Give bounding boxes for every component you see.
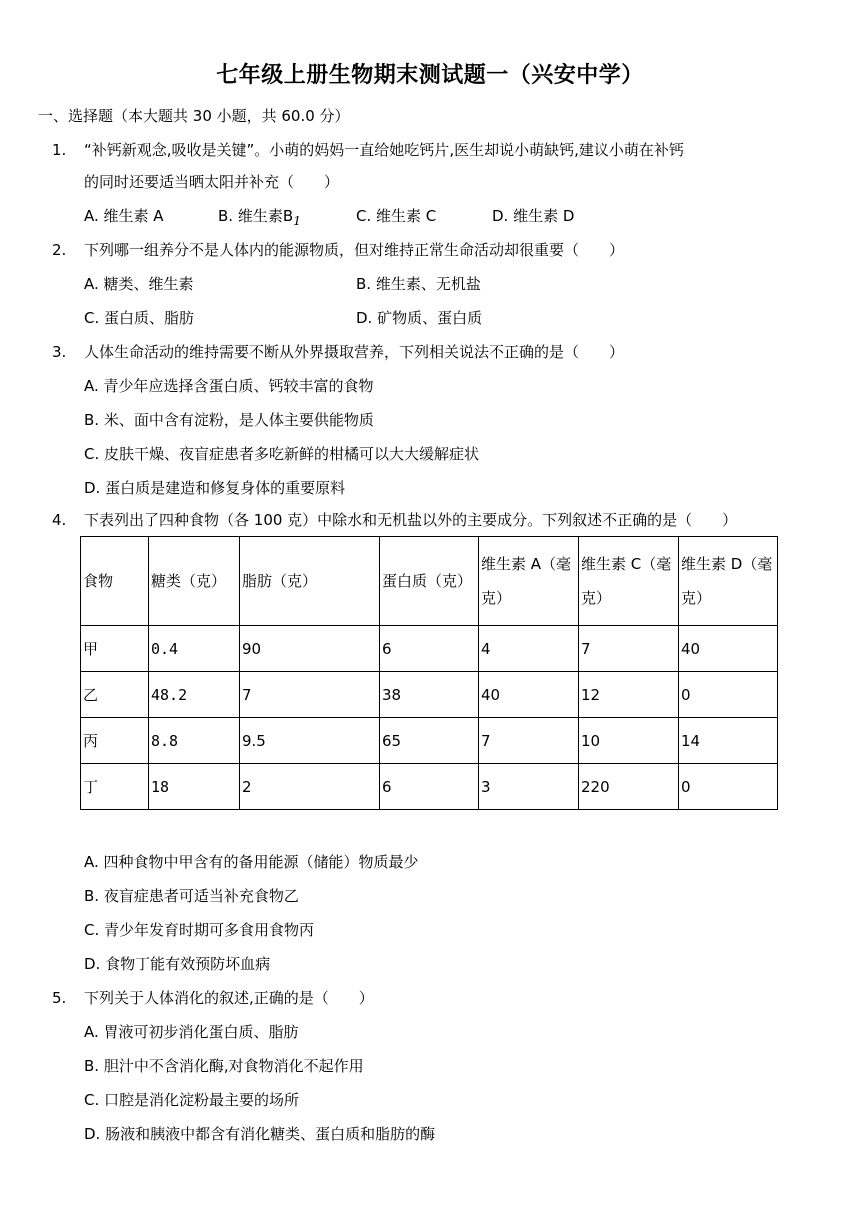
option-c: C. 蛋白质、脂肪 bbox=[84, 309, 195, 327]
option-d: D. 矿物质、蛋白质 bbox=[356, 309, 483, 327]
table-cell: 丙 bbox=[81, 718, 149, 764]
option-c: C. 维生素 C bbox=[356, 207, 437, 225]
table-cell: 7 bbox=[479, 718, 579, 764]
question-text: 下列哪一组养分不是人体内的能源物质，但对维持正常生命活动却很重要（ ） bbox=[84, 241, 625, 259]
option-a: A. 青少年应选择含蛋白质、钙较丰富的食物 bbox=[84, 377, 374, 395]
option-b: B. 米、面中含有淀粉，是人体主要供能物质 bbox=[84, 411, 374, 429]
question-text: 人体生命活动的维持需要不断从外界摄取营养，下列相关说法不正确的是（ ） bbox=[84, 343, 625, 361]
option-b bbox=[218, 206, 301, 231]
question-text: 下列关于人体消化的叙述,正确的是（ ） bbox=[84, 989, 374, 1007]
question-number: 2. bbox=[52, 241, 67, 259]
table-row bbox=[81, 672, 778, 718]
option-b: B. 胆汁中不含消化酶,对食物消化不起作用 bbox=[84, 1057, 364, 1075]
question-number: 5. bbox=[52, 989, 67, 1007]
table-header-cell: 维生素 C（毫克） bbox=[579, 537, 679, 626]
table-cell: 0.4 bbox=[149, 626, 240, 672]
section-heading: 一、选择题（本大题共 30 小题，共 60.0 分） bbox=[38, 107, 350, 125]
option-b: B. 夜盲症患者可适当补充食物乙 bbox=[84, 887, 299, 905]
table-cell: 丁 bbox=[81, 764, 149, 810]
question-text: 下表列出了四种食物（各 100 克）中除水和无机盐以外的主要成分。下列叙述不正确的是（ ） bbox=[84, 511, 738, 529]
table-cell: 0 bbox=[679, 672, 778, 718]
option-b-subscript: 1 bbox=[293, 213, 302, 228]
table-cell: 10 bbox=[579, 718, 679, 764]
question-text: 的同时还要适当晒太阳并补充（ ） bbox=[84, 173, 340, 191]
question-number: 3. bbox=[52, 343, 67, 361]
table-header-row bbox=[81, 537, 778, 626]
table-cell: 40 bbox=[479, 672, 579, 718]
table-row bbox=[81, 764, 778, 810]
table-cell: 9.5 bbox=[240, 718, 380, 764]
question-text: “补钙新观念,吸收是关键”。小萌的妈妈一直给她吃钙片,医生却说小萌缺钙,建议小萌在补钙 bbox=[84, 141, 684, 159]
option-b-text: B. 维生素B bbox=[218, 207, 294, 225]
option-d: D. 蛋白质是建造和修复身体的重要原料 bbox=[84, 479, 346, 497]
table-row bbox=[81, 718, 778, 764]
option-a: A. 糖类、维生素 bbox=[84, 275, 194, 293]
table-cell: 14 bbox=[679, 718, 778, 764]
table-header-cell: 维生素 D（毫克） bbox=[679, 537, 778, 626]
table-header-cell: 食物 bbox=[81, 537, 149, 626]
table-header-cell: 维生素 A（毫克） bbox=[479, 537, 579, 626]
option-a: A. 胃液可初步消化蛋白质、脂肪 bbox=[84, 1023, 299, 1041]
question-number: 4. bbox=[52, 511, 67, 529]
table-cell: 8.8 bbox=[149, 718, 240, 764]
table-cell: 甲 bbox=[81, 626, 149, 672]
table-cell: 38 bbox=[380, 672, 479, 718]
table-cell: 6 bbox=[380, 764, 479, 810]
option-c: C. 口腔是消化淀粉最主要的场所 bbox=[84, 1091, 300, 1109]
table-cell: 7 bbox=[579, 626, 679, 672]
table-cell: 65 bbox=[380, 718, 479, 764]
table-cell: 2 bbox=[240, 764, 380, 810]
table-header-cell: 糖类（克） bbox=[149, 537, 240, 626]
table-header-cell: 脂肪（克） bbox=[240, 537, 380, 626]
option-a: A. 维生素 A bbox=[84, 207, 164, 225]
option-d: D. 维生素 D bbox=[492, 207, 575, 225]
question-number: 1. bbox=[52, 141, 67, 159]
page-title: 七年级上册生物期末测试题一（兴安中学） bbox=[216, 63, 644, 88]
table-cell: 90 bbox=[240, 626, 380, 672]
option-a: A. 四种食物中甲含有的备用能源（储能）物质最少 bbox=[84, 853, 419, 871]
table-cell: 48.2 bbox=[149, 672, 240, 718]
nutrition-table bbox=[80, 536, 778, 810]
option-c: C. 青少年发育时期可多食用食物丙 bbox=[84, 921, 315, 939]
table-cell: 220 bbox=[579, 764, 679, 810]
table-cell: 7 bbox=[240, 672, 380, 718]
table-cell: 4 bbox=[479, 626, 579, 672]
option-b: B. 维生素、无机盐 bbox=[356, 275, 481, 293]
table-cell: 12 bbox=[579, 672, 679, 718]
table-cell: 40 bbox=[679, 626, 778, 672]
table-cell: 18 bbox=[149, 764, 240, 810]
table-header-cell: 蛋白质（克） bbox=[380, 537, 479, 626]
table-cell: 0 bbox=[679, 764, 778, 810]
option-c: C. 皮肤干燥、夜盲症患者多吃新鲜的柑橘可以大大缓解症状 bbox=[84, 445, 480, 463]
option-d: D. 肠液和胰液中都含有消化糖类、蛋白质和脂肪的酶 bbox=[84, 1125, 436, 1143]
table-cell: 乙 bbox=[81, 672, 149, 718]
table-row bbox=[81, 626, 778, 672]
table-cell: 3 bbox=[479, 764, 579, 810]
table-cell: 6 bbox=[380, 626, 479, 672]
option-d: D. 食物丁能有效预防坏血病 bbox=[84, 955, 271, 973]
